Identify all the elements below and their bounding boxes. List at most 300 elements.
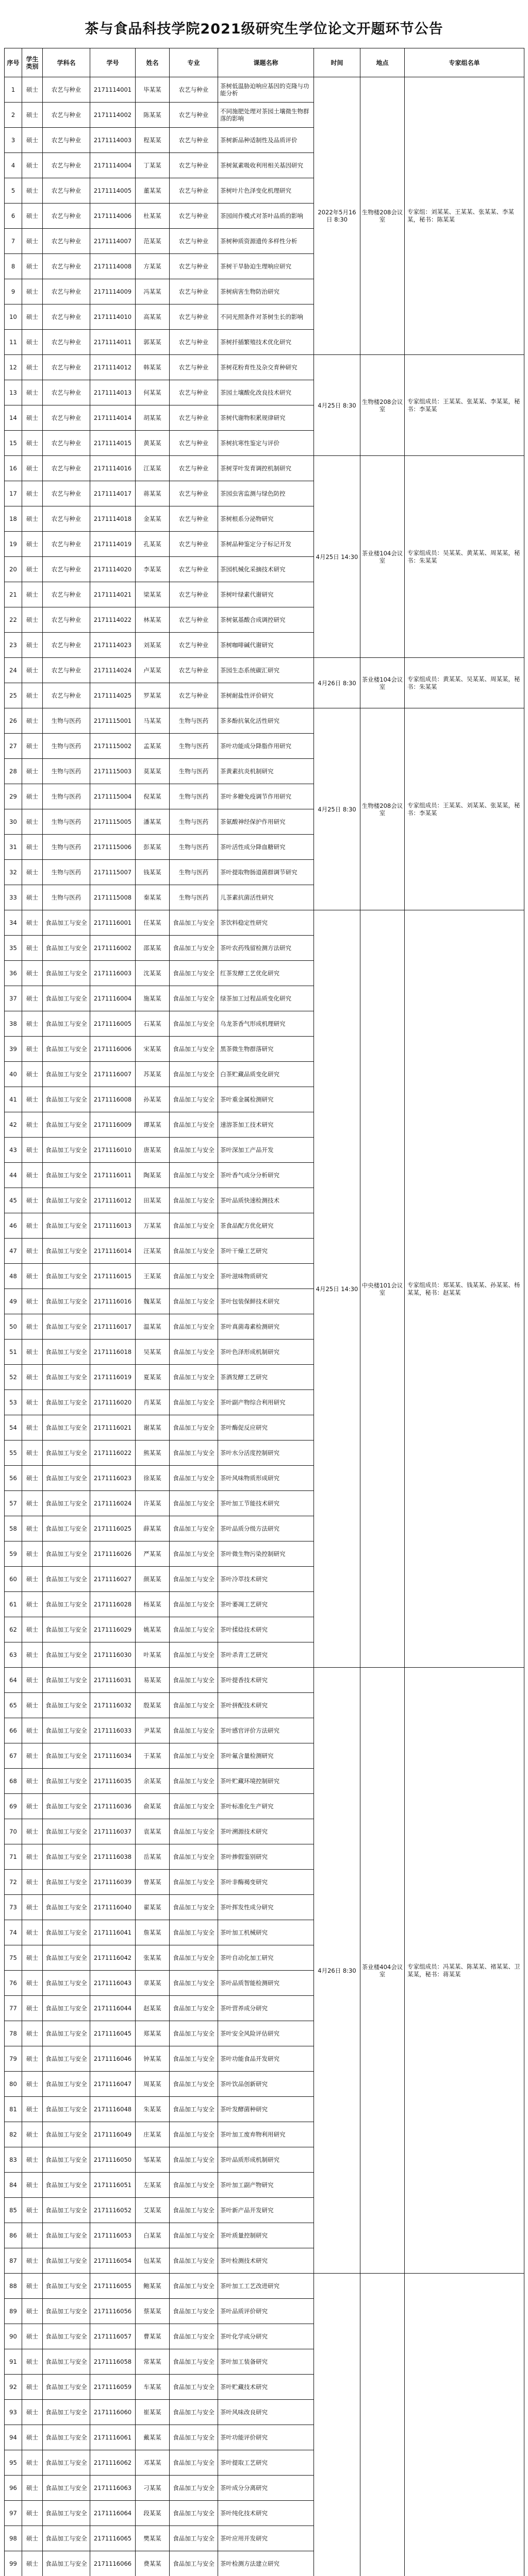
cell-student-type: 硕士 [22,1718,43,1743]
cell-student-type: 硕士 [22,1769,43,1794]
cell-student-name: 夏某某 [136,1365,170,1390]
cell-topic: 茶叶副产物综合利用研究 [218,1390,314,1415]
cell-student-name: 朱某某 [136,2097,170,2122]
cell-topic: 茶叶功能评价研究 [218,2425,314,2450]
cell-index: 16 [5,456,22,481]
cell-student-type: 硕士 [22,2400,43,2425]
cell-discipline: 食品加工与安全 [43,1365,90,1390]
cell-student-type: 硕士 [22,683,43,708]
cell-student-id: 2171114004 [90,153,136,178]
cell-major: 食品加工与安全 [170,1138,218,1163]
document [4,0,524,2576]
cell-student-id: 2171114015 [90,431,136,456]
cell-index: 41 [5,1087,22,1112]
cell-student-name: 魏某某 [136,1289,170,1314]
cell-discipline: 农艺与种业 [43,178,90,204]
cell-student-type: 硕士 [22,2021,43,2046]
cell-student-type: 硕士 [22,1037,43,1062]
cell-discipline: 农艺与种业 [43,532,90,557]
cell-major: 食品加工与安全 [170,1365,218,1390]
cell-student-name: 董某某 [136,178,170,204]
cell-student-name: 邵某某 [136,936,170,961]
cell-topic: 茶叶功能食品开发研究 [218,2046,314,2072]
cell-index: 21 [5,582,22,607]
cell-student-id: 2171116012 [90,1188,136,1213]
cell-major: 食品加工与安全 [170,2324,218,2349]
cell-index: 85 [5,2198,22,2223]
cell-student-id: 2171115007 [90,860,136,885]
cell-discipline: 农艺与种业 [43,683,90,708]
cell-topic: 茶叶水分活度控制研究 [218,1440,314,1466]
cell-topic: 茶叶检测技术研究 [218,2248,314,2274]
cell-index: 17 [5,481,22,506]
cell-student-type: 硕士 [22,2122,43,2147]
cell-student-type: 硕士 [22,759,43,784]
cell-student-name: 金某某 [136,506,170,532]
cell-topic: 茶叶揉捻技术研究 [218,1617,314,1642]
cell-student-id: 2171114009 [90,279,136,304]
cell-topic: 茶叶非酶褐变研究 [218,1870,314,1895]
cell-place [360,2274,405,2576]
cell-major: 食品加工与安全 [170,1440,218,1466]
cell-major: 食品加工与安全 [170,2501,218,2526]
cell-major: 生物与医药 [170,759,218,784]
cell-discipline: 食品加工与安全 [43,1037,90,1062]
cell-student-type: 硕士 [22,1466,43,1491]
cell-student-type: 硕士 [22,279,43,304]
cell-topic: 茶叶萎凋工艺研究 [218,1592,314,1617]
cell-student-type: 硕士 [22,910,43,936]
cell-topic: 茶园土壤酸化改良技术研究 [218,380,314,405]
cell-discipline: 食品加工与安全 [43,1087,90,1112]
cell-major: 食品加工与安全 [170,1087,218,1112]
cell-student-id: 2171114007 [90,229,136,254]
cell-discipline: 生物与医药 [43,835,90,860]
cell-index: 33 [5,885,22,910]
cell-student-id: 2171116047 [90,2072,136,2097]
cell-student-name: 钟某某 [136,2046,170,2072]
cell-index: 88 [5,2274,22,2299]
cell-index: 5 [5,178,22,204]
cell-discipline: 农艺与种业 [43,204,90,229]
cell-topic: 茶叶新产品开发研究 [218,2198,314,2223]
cell-student-type: 硕士 [22,1087,43,1112]
cell-student-name: 方某某 [136,254,170,279]
cell-discipline: 农艺与种业 [43,103,90,128]
cell-student-id: 2171114003 [90,128,136,153]
cell-discipline: 食品加工与安全 [43,1491,90,1516]
table-row [5,456,524,481]
cell-student-type: 硕士 [22,1440,43,1466]
cell-student-type: 硕士 [22,1794,43,1819]
cell-major: 食品加工与安全 [170,1264,218,1289]
cell-topic: 不同光照条件对茶树生长的影响 [218,304,314,330]
cell-student-name: 常某某 [136,2349,170,2375]
cell-student-name: 肖某某 [136,1390,170,1415]
cell-student-name: 白某某 [136,2223,170,2248]
cell-topic: 茶叶农药残留检测方法研究 [218,936,314,961]
cell-index: 93 [5,2400,22,2425]
cell-student-type: 硕士 [22,481,43,506]
cell-student-id: 2171114025 [90,683,136,708]
cell-student-type: 硕士 [22,2274,43,2299]
cell-student-id: 2171116016 [90,1289,136,1314]
cell-student-id: 2171116041 [90,1920,136,1945]
cell-index: 83 [5,2147,22,2173]
cell-major: 食品加工与安全 [170,2274,218,2299]
cell-discipline: 食品加工与安全 [43,1769,90,1794]
cell-topic: 茶叶拼配技术研究 [218,1693,314,1718]
cell-index: 27 [5,734,22,759]
cell-student-type: 硕士 [22,2349,43,2375]
cell-student-name: 姚某某 [136,1617,170,1642]
cell-student-id: 2171114006 [90,204,136,229]
cell-discipline: 农艺与种业 [43,431,90,456]
column-header-topic: 课题名称 [218,48,314,77]
cell-student-name: 艾某某 [136,2198,170,2223]
cell-student-name: 许某某 [136,1491,170,1516]
cell-student-id: 2171116003 [90,961,136,986]
cell-topic: 茶叶加工装备研究 [218,2349,314,2375]
cell-discipline: 食品加工与安全 [43,2248,90,2274]
cell-major: 农艺与种业 [170,153,218,178]
cell-student-type: 硕士 [22,1011,43,1037]
cell-major: 食品加工与安全 [170,1794,218,1819]
cell-major: 食品加工与安全 [170,1668,218,1693]
cell-major: 生物与医药 [170,885,218,910]
cell-student-id: 2171114019 [90,532,136,557]
cell-student-name: 卢某某 [136,658,170,683]
cell-index: 46 [5,1213,22,1239]
cell-topic: 茶多酚抗氧化活性研究 [218,708,314,734]
cell-major: 食品加工与安全 [170,2097,218,2122]
cell-student-name: 谢某某 [136,1415,170,1440]
column-header-major: 专业 [170,48,218,77]
cell-topic: 茶叶掺假鉴别研究 [218,1844,314,1870]
cell-student-id: 2171115003 [90,759,136,784]
cell-student-id: 2171114018 [90,506,136,532]
cell-major: 食品加工与安全 [170,1920,218,1945]
column-header-name: 姓名 [136,48,170,77]
table-row [5,910,524,936]
cell-index: 32 [5,860,22,885]
cell-student-name: 俞某某 [136,1794,170,1819]
cell-topic: 茶树干旱胁迫生理响应研究 [218,254,314,279]
cell-student-name: 严某某 [136,1541,170,1567]
cell-student-id: 2171116064 [90,2501,136,2526]
cell-topic: 茶叶贮藏技术研究 [218,2375,314,2400]
cell-student-name: 岳某某 [136,1844,170,1870]
cell-index: 66 [5,1718,22,1743]
cell-student-id: 2171116045 [90,2021,136,2046]
cell-discipline: 食品加工与安全 [43,2450,90,2476]
cell-major: 农艺与种业 [170,607,218,633]
cell-major: 食品加工与安全 [170,1592,218,1617]
cell-major: 农艺与种业 [170,633,218,658]
cell-topic: 茶树种质资源遗传多样性分析 [218,229,314,254]
cell-place: 生物楼208会议室 [360,708,405,910]
cell-major: 食品加工与安全 [170,2147,218,2173]
cell-discipline: 食品加工与安全 [43,1541,90,1567]
cell-topic: 茶叶微生物污染控制研究 [218,1541,314,1567]
cell-student-type: 硕士 [22,2299,43,2324]
cell-student-id: 2171116058 [90,2349,136,2375]
cell-major: 食品加工与安全 [170,986,218,1011]
cell-index: 75 [5,1945,22,1971]
cell-major: 生物与医药 [170,835,218,860]
cell-topic: 茶叶提取物肠道菌群调节研究 [218,860,314,885]
cell-index: 91 [5,2349,22,2375]
cell-student-id: 2171116026 [90,1541,136,1567]
cell-index: 60 [5,1567,22,1592]
cell-topic: 茶园生态系统碳汇研究 [218,658,314,683]
cell-student-name: 徐某某 [136,1466,170,1491]
cell-student-type: 硕士 [22,1870,43,1895]
cell-student-id: 2171115001 [90,708,136,734]
cell-index: 69 [5,1794,22,1819]
cell-student-type: 硕士 [22,1617,43,1642]
cell-major: 食品加工与安全 [170,1844,218,1870]
cell-topic: 茶树氮素吸收利用相关基因研究 [218,153,314,178]
cell-student-id: 2171116048 [90,2097,136,2122]
cell-topic: 茶叶杀青工艺研究 [218,1642,314,1668]
cell-student-id: 2171116022 [90,1440,136,1466]
cell-index: 82 [5,2122,22,2147]
cell-student-type: 硕士 [22,1062,43,1087]
cell-topic: 茶叶提取工艺研究 [218,2450,314,2476]
cell-discipline: 食品加工与安全 [43,2526,90,2551]
cell-student-type: 硕士 [22,456,43,481]
cell-student-id: 2171116021 [90,1415,136,1440]
cell-discipline: 农艺与种业 [43,254,90,279]
cell-place: 生物楼208会议室 [360,355,405,456]
cell-student-id: 2171116010 [90,1138,136,1163]
column-header-student-id: 学号 [90,48,136,77]
cell-student-type: 硕士 [22,860,43,885]
cell-student-name: 尹某某 [136,1718,170,1743]
cell-index: 30 [5,809,22,835]
cell-topic: 茶叶品质分级方法研究 [218,1516,314,1541]
cell-major: 食品加工与安全 [170,2425,218,2450]
cell-major: 食品加工与安全 [170,910,218,936]
cell-student-type: 硕士 [22,103,43,128]
cell-index: 84 [5,2173,22,2198]
cell-student-id: 2171116008 [90,1087,136,1112]
cell-student-name: 林某某 [136,607,170,633]
cell-student-type: 硕士 [22,2476,43,2501]
cell-student-name: 郑某某 [136,2021,170,2046]
cell-discipline: 食品加工与安全 [43,1945,90,1971]
cell-student-id: 2171116031 [90,1668,136,1693]
cell-student-id: 2171116009 [90,1112,136,1138]
cell-topic: 茶酒发酵工艺研究 [218,1365,314,1390]
column-header-place: 地点 [360,48,405,77]
cell-index: 29 [5,784,22,809]
cell-student-id: 2171114022 [90,607,136,633]
cell-topic: 茶叶深加工产品开发 [218,1138,314,1163]
cell-major: 农艺与种业 [170,304,218,330]
cell-index: 18 [5,506,22,532]
cell-topic: 茶树氨基酸合成调控研究 [218,607,314,633]
cell-student-type: 硕士 [22,2072,43,2097]
cell-major: 食品加工与安全 [170,1541,218,1567]
cell-major: 食品加工与安全 [170,2021,218,2046]
cell-student-type: 硕士 [22,961,43,986]
cell-topic: 茶叶加工节能技术研究 [218,1491,314,1516]
cell-student-type: 硕士 [22,1895,43,1920]
cell-index: 1 [5,77,22,103]
cell-discipline: 食品加工与安全 [43,2400,90,2425]
cell-major: 食品加工与安全 [170,2122,218,2147]
cell-discipline: 食品加工与安全 [43,1213,90,1239]
cell-topic: 茶叶活性成分降血糖研究 [218,835,314,860]
cell-major: 食品加工与安全 [170,1617,218,1642]
cell-topic: 绿茶加工过程品质变化研究 [218,986,314,1011]
cell-student-name: 余某某 [136,1769,170,1794]
cell-student-name: 周某某 [136,2072,170,2097]
cell-topic: 黑茶微生物群落研究 [218,1037,314,1062]
cell-discipline: 食品加工与安全 [43,1062,90,1087]
cell-student-id: 2171116057 [90,2324,136,2349]
cell-discipline: 食品加工与安全 [43,1693,90,1718]
cell-student-id: 2171116055 [90,2274,136,2299]
cell-topic: 茶氨酸神经保护作用研究 [218,809,314,835]
cell-discipline: 食品加工与安全 [43,2349,90,2375]
cell-index: 24 [5,658,22,683]
cell-major: 农艺与种业 [170,582,218,607]
cell-topic: 茶叶自动化加工研究 [218,1945,314,1971]
cell-student-name: 吴某某 [136,1340,170,1365]
cell-index: 94 [5,2425,22,2450]
cell-discipline: 农艺与种业 [43,330,90,355]
cell-index: 55 [5,1440,22,1466]
cell-discipline: 食品加工与安全 [43,1567,90,1592]
cell-topic: 茶树叶绿素代谢研究 [218,582,314,607]
cell-index: 45 [5,1188,22,1213]
cell-topic: 茶叶感官评价方法研究 [218,1718,314,1743]
cell-student-type: 硕士 [22,1668,43,1693]
cell-discipline: 农艺与种业 [43,77,90,103]
cell-index: 49 [5,1289,22,1314]
cell-major: 食品加工与安全 [170,1945,218,1971]
cell-student-id: 2171116005 [90,1011,136,1037]
cell-student-name: 汪某某 [136,1239,170,1264]
cell-student-id: 2171116060 [90,2400,136,2425]
cell-index: 23 [5,633,22,658]
cell-major: 生物与医药 [170,708,218,734]
cell-student-id: 2171114013 [90,380,136,405]
cell-index: 63 [5,1642,22,1668]
cell-student-type: 硕士 [22,557,43,582]
cell-experts: 专家组成员：冯某某、陈某某、褚某某、卫某某，秘书：蒋某某 [405,1668,524,2274]
cell-topic: 儿茶素抗菌活性研究 [218,885,314,910]
cell-student-name: 庄某某 [136,2122,170,2147]
cell-topic: 茶叶品质评价研究 [218,2299,314,2324]
cell-index: 68 [5,1769,22,1794]
cell-topic: 乌龙茶香气形成机理研究 [218,1011,314,1037]
cell-student-id: 2171116037 [90,1819,136,1844]
cell-student-type: 硕士 [22,1390,43,1415]
cell-major: 食品加工与安全 [170,1870,218,1895]
cell-major: 食品加工与安全 [170,2526,218,2551]
cell-experts [405,2274,524,2576]
cell-topic: 茶叶提香技术研究 [218,1668,314,1693]
cell-index: 47 [5,1239,22,1264]
cell-index: 31 [5,835,22,860]
cell-student-name: 曹某某 [136,2324,170,2349]
cell-student-type: 硕士 [22,607,43,633]
table-row [5,355,524,380]
cell-major: 农艺与种业 [170,658,218,683]
cell-index: 59 [5,1541,22,1567]
cell-index: 9 [5,279,22,304]
cell-major: 食品加工与安全 [170,1567,218,1592]
cell-student-name: 杜某某 [136,204,170,229]
cell-time: 4月25日 14:30 [314,910,360,1668]
cell-discipline: 食品加工与安全 [43,1239,90,1264]
cell-student-name: 郭某某 [136,330,170,355]
cell-student-name: 杨某某 [136,1592,170,1617]
cell-topic: 茶叶香气成分分析研究 [218,1163,314,1188]
cell-discipline: 食品加工与安全 [43,2097,90,2122]
cell-student-type: 硕士 [22,506,43,532]
cell-major: 农艺与种业 [170,456,218,481]
cell-index: 12 [5,355,22,380]
cell-student-id: 2171116049 [90,2122,136,2147]
cell-student-id: 2171116030 [90,1642,136,1668]
cell-student-id: 2171115008 [90,885,136,910]
cell-index: 78 [5,2021,22,2046]
cell-student-type: 硕士 [22,1314,43,1340]
cell-student-type: 硕士 [22,532,43,557]
cell-student-id: 2171116027 [90,1567,136,1592]
cell-topic: 茶叶饮品创新研究 [218,2072,314,2097]
cell-discipline: 食品加工与安全 [43,1138,90,1163]
cell-topic: 茶叶品质智能检测研究 [218,1971,314,1996]
cell-student-name: 程某某 [136,128,170,153]
cell-student-name: 詹某某 [136,1920,170,1945]
cell-major: 食品加工与安全 [170,1743,218,1769]
cell-index: 96 [5,2476,22,2501]
cell-topic: 茶叶检测方法建立研究 [218,2551,314,2576]
cell-student-id: 2171116065 [90,2526,136,2551]
table-row [5,708,524,734]
cell-major: 食品加工与安全 [170,2349,218,2375]
cell-major: 食品加工与安全 [170,2375,218,2400]
cell-index: 79 [5,2046,22,2072]
cell-major: 生物与医药 [170,860,218,885]
cell-student-name: 于某某 [136,1743,170,1769]
cell-student-name: 孙某某 [136,1087,170,1112]
cell-student-name: 彭某某 [136,835,170,860]
cell-student-id: 2171114020 [90,557,136,582]
cell-student-name: 黄某某 [136,431,170,456]
cell-index: 86 [5,2223,22,2248]
cell-major: 食品加工与安全 [170,2223,218,2248]
cell-topic: 茶园机械化采摘技术研究 [218,557,314,582]
cell-student-name: 温某某 [136,1314,170,1340]
cell-major: 生物与医药 [170,809,218,835]
cell-time: 2022年5月16日 8:30 [314,77,360,355]
cell-topic: 茶叶功能成分降脂作用研究 [218,734,314,759]
cell-topic: 茶叶加工副产物研究 [218,2173,314,2198]
cell-index: 71 [5,1844,22,1870]
cell-discipline: 食品加工与安全 [43,2122,90,2147]
cell-student-id: 2171116017 [90,1314,136,1340]
cell-major: 食品加工与安全 [170,1971,218,1996]
cell-student-id: 2171116023 [90,1466,136,1491]
cell-student-id: 2171116033 [90,1718,136,1743]
